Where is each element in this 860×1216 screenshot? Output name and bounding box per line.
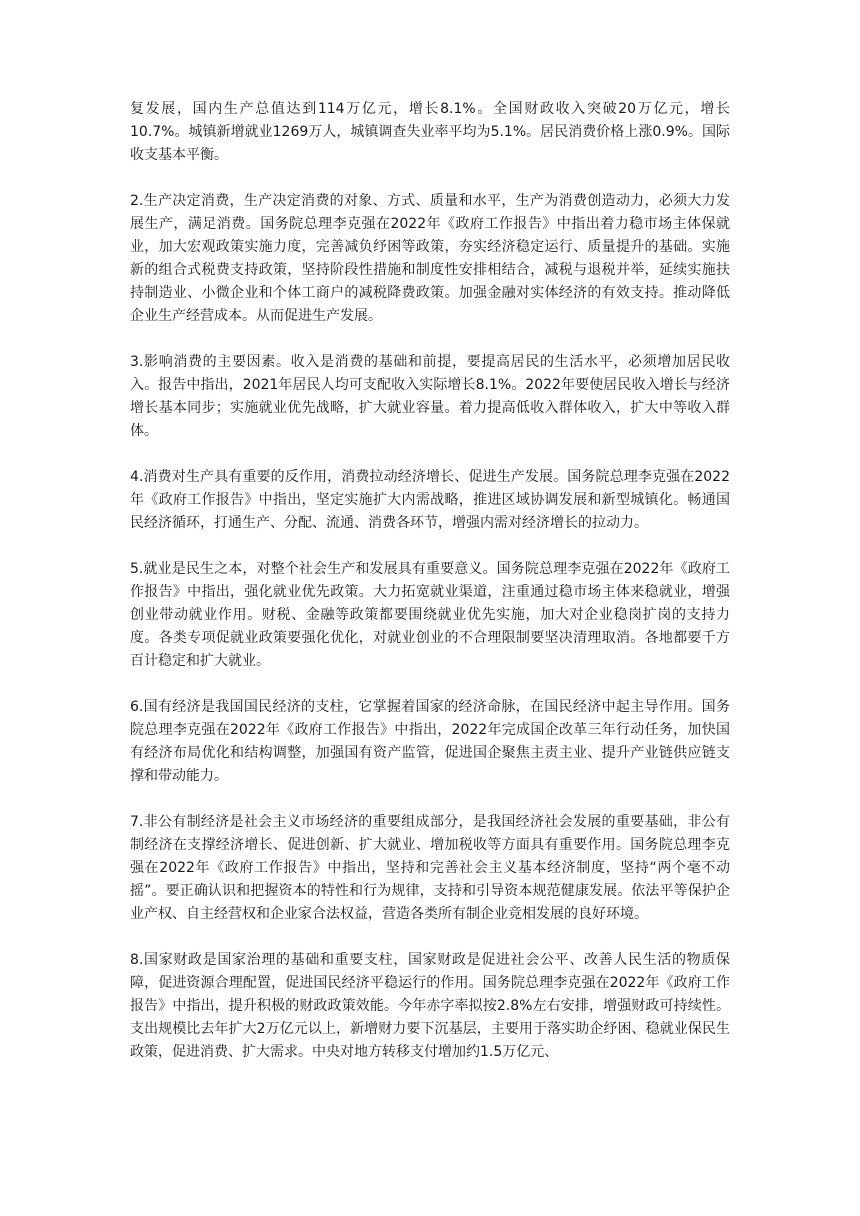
paragraph-6-state-economy: 6.国有经济是我国国民经济的支柱，它掌握着国家的经济命脉，在国民经济中起主导作用。国务院总理李克强在2022年《政府工作报告》中指出，2022年完成国企改革三年行动任务，加快国有经济布局优化和结构调整，加强国有资产监管，促进国企聚焦主责主业、提升产业链供应链支撑和带动能力。 — [130, 699, 730, 784]
paragraph-7-non-public-economy: 7.非公有制经济是社会主义市场经济的重要组成部分，是我国经济社会发展的重要基础，非公有制经济在支撑经济增长、促进创新、扩大就业、增加税收等方面具有重要作用。国务院总理李克强在2022年《政府工作报告》中指出，坚持和完善社会主义基本经济制度，坚持“两个毫不动摇”。要正确认识和把握资本的特性和行为规律，支持和引导资本规范健康发展。依法平等保护企业产权、自主经营权和企业家合法权益，营造各类所有制企业竞相发展的良好环境。 — [130, 814, 730, 922]
document-page — [130, 98, 730, 1087]
paragraph-4-consumption-reaction: 4.消费对生产具有重要的反作用，消费拉动经济增长、促进生产发展。国务院总理李克强在2022年《政府工作报告》中指出，坚定实施扩大内需战略，推进区域协调发展和新型城镇化。畅通国民经济循环，打通生产、分配、流通、消费各环节，增强内需对经济增长的拉动力。 — [130, 469, 730, 531]
paragraph-3-consumption-factors: 3.影响消费的主要因素。收入是消费的基础和前提，要提高居民的生活水平，必须增加居民收入。报告中指出，2021年居民人均可支配收入实际增长8.1%。2022年要使居民收入增长与经济增长基本同步；实施就业优先战略，扩大就业容量。着力提高低收入群体收入，扩大中等收入群体。 — [130, 354, 730, 439]
paragraph-5-employment: 5.就业是民生之本，对整个社会生产和发展具有重要意义。国务院总理李克强在2022年《政府工作报告》中指出，强化就业优先政策。大力拓宽就业渠道，注重通过稳市场主体来稳就业，增强创业带动就业作用。财税、金融等政策都要围绕就业优先实施，加大对企业稳岗扩岗的支持力度。各类专项促就业政策要强化优化，对就业创业的不合理限制要坚决清理取消。各地都要千方百计稳定和扩大就业。 — [130, 561, 730, 669]
paragraph-2-production-decides-consumption: 2.生产决定消费，生产决定消费的对象、方式、质量和水平，生产为消费创造动力，必须大力发展生产，满足消费。国务院总理李克强在2022年《政府工作报告》中指出着力稳市场主体保就业，加大宏观政策实施力度，完善减负纾困等政策，夯实经济稳定运行、质量提升的基础。实施新的组合式税费支持政策，坚持阶段性措施和制度性安排相结合，减税与退税并举，延续实施扶持制造业、小微企业和个体工商户的减税降费政策。加强金融对实体经济的有效支持。推动降低企业生产经营成本。从而促进生产发展。 — [130, 193, 730, 324]
paragraph-gdp-summary: 复发展，国内生产总值达到114万亿元，增长8.1%。全国财政收入突破20万亿元，增长10.7%。城镇新增就业1269万人，城镇调查失业率平均为5.1%。居民消费价格上涨0.9%。国际收支基本平衡。 — [130, 101, 730, 163]
paragraph-8-national-finance: 8.国家财政是国家治理的基础和重要支柱，国家财政是促进社会公平、改善人民生活的物质保障，促进资源合理配置，促进国民经济平稳运行的作用。国务院总理李克强在2022年《政府工作报告》中指出，提升积极的财政政策效能。今年赤字率拟按2.8%左右安排，增强财政可持续性。支出规模比去年扩大2万亿元以上，新增财力要下沉基层，主要用于落实助企纾困、稳就业保民生政策，促进消费、扩大需求。中央对地方转移支付增加约1.5万亿元、 — [130, 952, 730, 1060]
